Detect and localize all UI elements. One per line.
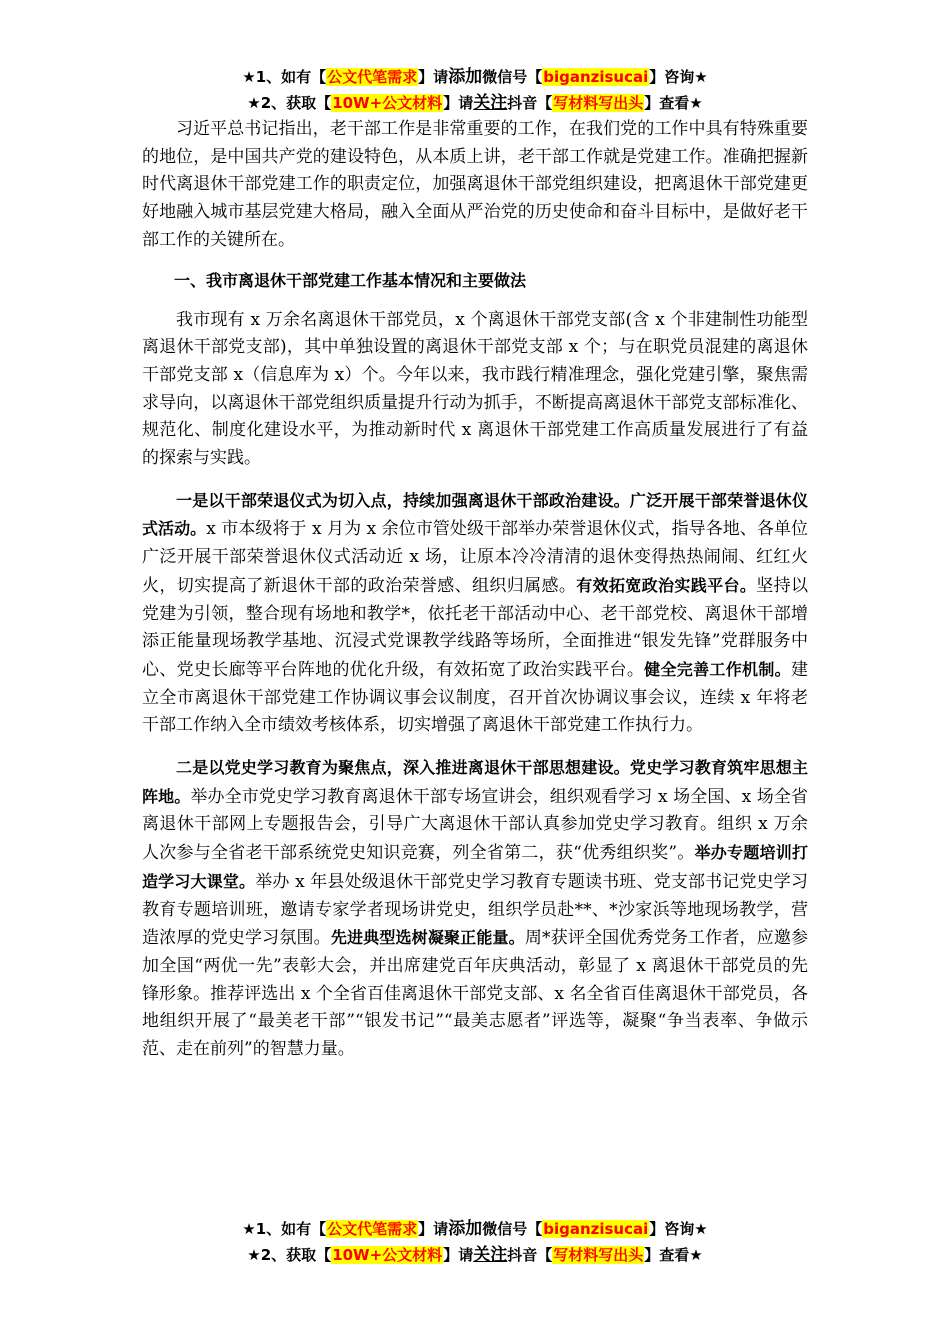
bold-lead: 先进典型选树凝聚正能量。 <box>330 928 525 948</box>
promo-text: 抖音【 <box>507 1246 553 1264</box>
promo-highlight: 公文代笔需求 <box>327 1220 418 1238</box>
promo-text: 】请 <box>443 94 474 112</box>
footer-promo <box>142 1216 808 1268</box>
promo-line-2 <box>142 90 808 116</box>
promo-douyin-id: 写材料写出头 <box>553 94 644 112</box>
promo-text: 】请 <box>443 1246 474 1264</box>
promo-text: 抖音【 <box>507 94 553 112</box>
promo-wechat-id: biganzisucai <box>543 68 649 86</box>
promo-text: ★2、获取【 <box>247 94 332 112</box>
spacer <box>142 473 808 487</box>
promo-line-2 <box>142 1242 808 1268</box>
bold-lead: 健全完善工作机制。 <box>644 659 791 679</box>
promo-text: ★1、如有【 <box>242 68 327 86</box>
body-text: x 市本级将于 x 月为 x 余位市管处级干部举办荣誉退休仪式，指导各地、各单位广泛开展干部荣誉退休仪式活动近 x 场，让原本冷冷清清的退休变得热热闹闹、红红火火，切实提高了新退休干部的政治荣誉感、组织归属感。 <box>142 519 808 596</box>
section-paragraph: 我市现有 x 万余名离退休干部党员，x 个离退休干部党支部(含 x 个非建制性功能型离退休干部党支部)，其中单独设置的离退休干部党支部 x 个；与在职党员混建的离退休干部党支部 x（信息库为 x）个。今年以来，我市践行精准理念，强化党建引擎，聚焦需求导向，以离退休干部党组织质量提升行动为抓手，不断提高离退休干部党支部标准化、规范化、制度化建设水平，为推动新时代 x 离退休干部党建工作高质量发展进行了有益的探索与实践。 <box>142 309 808 469</box>
promo-text: 】咨询★ <box>649 68 708 86</box>
body-text: 坚持以党建为引领，整合现有场地和教学*，依托老干部活动中心、老干部党校、离退休干部增添正能量现场教学基地、沉浸式党课教学线路等场所，全面推进“银发先锋”党群服务中心、党史长廊等平台阵地的优化升级，有效拓宽了政治实践平台。 <box>142 575 809 680</box>
promo-emphasis: 添加 <box>448 67 483 87</box>
spacer <box>142 295 808 307</box>
point-two-paragraph <box>142 754 808 1064</box>
promo-line-1 <box>142 64 808 90</box>
promo-text: 】查看★ <box>644 94 703 112</box>
promo-emphasis: 关注 <box>473 93 508 113</box>
promo-emphasis: 添加 <box>448 1219 483 1239</box>
body-text: 举办全市党史学习教育离退休干部专场宣讲会，组织观看学习 x 场全国、x 场全省离退休干部网上专题报告会，引导广大离退休干部认真参加党史学习教育。组织 x 万余人次参与全省老干部系统党史知识竞赛，列全省第二，获“优秀组织奖”。 <box>142 786 808 864</box>
spacer <box>142 255 808 267</box>
promo-text: 微信号【 <box>482 1220 543 1238</box>
promo-douyin-id: 写材料写出头 <box>553 1246 644 1264</box>
promo-text: 】请 <box>418 1220 449 1238</box>
body-text: 建立全市离退休干部党建工作协调议事会议制度，召开首次协调议事会议，连续 x 年将老干部工作纳入全市绩效考核体系，切实增强了离退休干部党建工作执行力。 <box>142 659 808 736</box>
bold-lead: 一是以干部荣退仪式为切入点，持续加强离退休干部政治建设。广泛开展干部荣誉退休仪式活动。 <box>142 490 808 539</box>
spacer <box>142 740 808 754</box>
promo-text: 】请 <box>418 68 449 86</box>
promo-line-1 <box>142 1216 808 1242</box>
point-one-paragraph <box>142 487 808 740</box>
body-text: 周*获评全国优秀党务工作者，应邀参加全国“两优一先”表彰大会，并出席建党百年庆典活动，彰显了 x 离退休干部党员的先锋形象。推荐评选出 x 个全省百佳离退休干部党支部、x 名全省百佳离退休干部党员，各地组织开展了“最美老干部”“银发书记”“最美志愿者”评选等，凝聚“争当表率、争做示范、走在前列”的智慧力量。 <box>142 928 809 1060</box>
document-page <box>142 64 808 1064</box>
promo-text: 】咨询★ <box>649 1220 708 1238</box>
bold-lead: 举办专题培训打造学习大课堂。 <box>142 843 808 891</box>
promo-highlight: 公文代笔需求 <box>327 68 418 86</box>
promo-wechat-id: biganzisucai <box>543 1220 649 1238</box>
bold-lead: 有效拓宽政治实践平台。 <box>576 575 757 595</box>
promo-text: 】查看★ <box>644 1246 703 1264</box>
promo-highlight: 10W+公文材料 <box>332 94 443 112</box>
body-text: 举办 x 年县处级退休干部党史学习教育专题读书班、党支部书记党史学习教育专题培训班，邀请专家学者现场讲党史，组织学员赴**、*沙家浜等地现场教学，营造浓厚的党史学习氛围。 <box>142 871 808 949</box>
bold-lead: 二是以党史学习教育为聚焦点，深入推进离退休干部思想建设。党史学习教育筑牢思想主阵地。 <box>142 758 808 806</box>
promo-text: ★1、如有【 <box>242 1220 327 1238</box>
promo-text: 微信号【 <box>482 68 543 86</box>
promo-highlight: 10W+公文材料 <box>332 1246 443 1264</box>
promo-text: ★2、获取【 <box>247 1246 332 1264</box>
intro-paragraph: 习近平总书记指出，老干部工作是非常重要的工作，在我们党的工作中具有特殊重要的地位，是中国共产党的建设特色，从本质上讲，老干部工作就是党建工作。准确把握新时代离退休干部党建工作的职责定位，加强离退休干部党组织建设，把离退休干部党建更好地融入城市基层党建大格局，融入全面从严治党的历史使命和奋斗目标中，是做好老干部工作的关键所在。 <box>142 119 808 250</box>
promo-emphasis: 关注 <box>473 1245 508 1265</box>
section-heading: 一、我市离退休干部党建工作基本情况和主要做法 <box>174 270 527 290</box>
